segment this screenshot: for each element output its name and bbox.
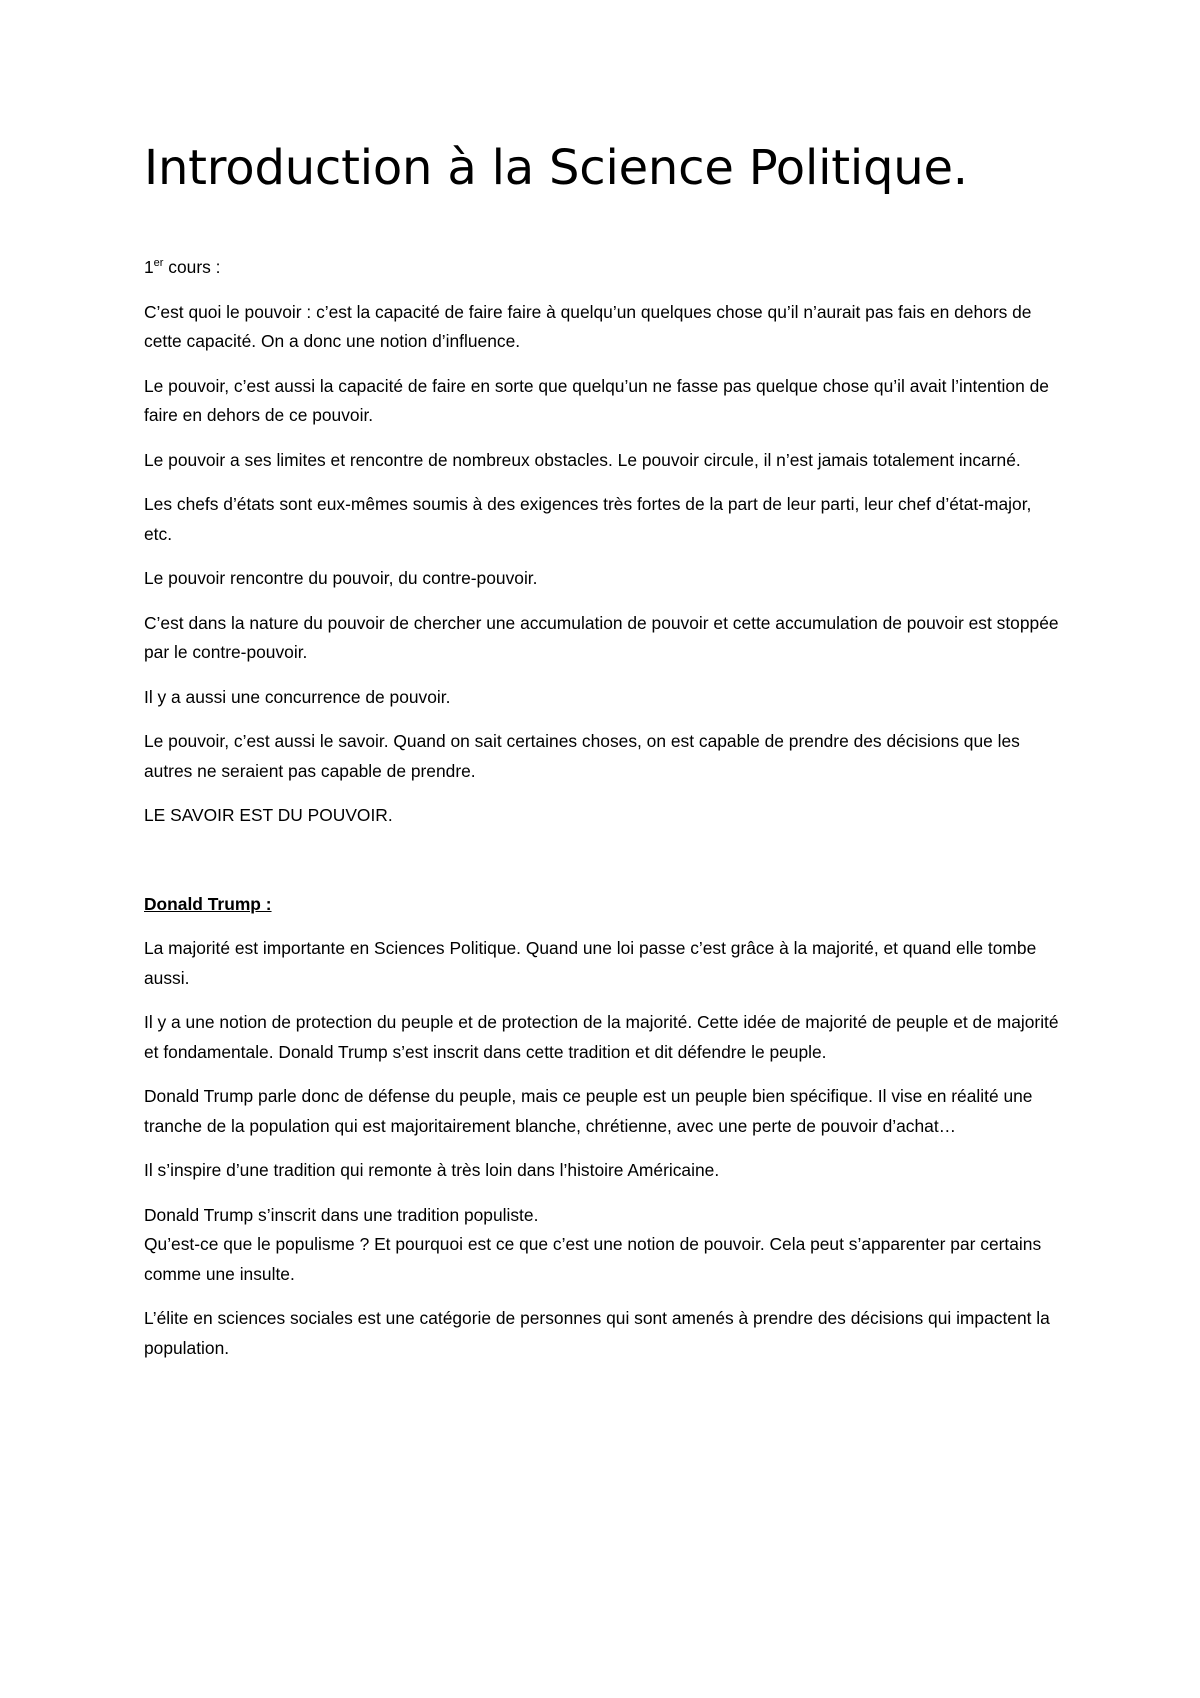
paragraph-power-competition: Il y a aussi une concurrence de pouvoir. — [144, 686, 451, 707]
paragraph-protection-people: Il y a une notion de protection du peuple et de protection de la majorité. Cette idée de majorité de peuple et de majorité et fondamentale. Donald Trump s’est inscrit dans cette tradition et dit défendre le peuple. — [144, 1012, 1059, 1062]
document-title: Introduction à la Science Politique. — [144, 140, 968, 196]
course-label-superscript: er — [153, 257, 164, 270]
course-label-text: cours : — [163, 257, 221, 277]
section-spacer — [144, 846, 1064, 890]
paragraph-power-accumulation: C’est dans la nature du pouvoir de chercher une accumulation de pouvoir et cette accumulation de pouvoir est stoppée par le contre-pouvoir. — [144, 612, 1059, 662]
paragraph-power-limits: Le pouvoir a ses limites et rencontre de nombreux obstacles. Le pouvoir circule, il n’est jamais totalement incarné. — [144, 449, 1021, 470]
paragraph-heads-of-state: Les chefs d’états sont eux-mêmes soumis à des exigences très fortes de la part de leur parti, leur chef d’état-major, etc. — [144, 494, 1032, 544]
paragraph-power-definition: C’est quoi le pouvoir : c’est la capacité de faire faire à quelqu’un quelques chose qu’il n’aurait pas fais en dehors de cette capacité. On a donc une notion d’influence. — [144, 301, 1032, 351]
paragraph-power-knowledge: Le pouvoir, c’est aussi le savoir. Quand on sait certaines choses, on est capable de prendre des décisions que les autres ne seraient pas capable de prendre. — [144, 731, 1020, 781]
paragraph-specific-people: Donald Trump parle donc de défense du peuple, mais ce peuple est un peuple bien spécifique. Il vise en réalité une tranche de la population qui est majoritairement blanche, chrétienne, avec une perte de pouvoir d’achat… — [144, 1086, 1033, 1136]
paragraph-knowledge-is-power: LE SAVOIR EST DU POUVOIR. — [144, 805, 393, 825]
paragraph-elite: L’élite en sciences sociales est une catégorie de personnes qui sont amenés à prendre des décisions qui impactent la population. — [144, 1308, 1050, 1358]
paragraph-counter-power: Le pouvoir rencontre du pouvoir, du contre-pouvoir. — [144, 568, 538, 588]
course-label — [144, 253, 1064, 283]
document-body — [144, 253, 1064, 1363]
paragraph-majority: La majorité est importante en Sciences Politique. Quand une loi passe c’est grâce à la majorité, et quand elle tombe aussi. — [144, 938, 1037, 988]
paragraph-american-tradition: Il s’inspire d’une tradition qui remonte à très loin dans l’histoire Américaine. — [144, 1160, 720, 1180]
paragraph-populist-tradition: Donald Trump s’inscrit dans une tradition populiste. — [144, 1204, 539, 1225]
paragraph-power-prevent: Le pouvoir, c’est aussi la capacité de faire en sorte que quelqu’un ne fasse pas quelque chose qu’il avait l’intention de faire en dehors de ce pouvoir. — [144, 375, 1049, 425]
document-content — [144, 138, 1064, 1378]
paragraph-populism-question: Qu’est-ce que le populisme ? Et pourquoi est ce que c’est une notion de pouvoir. Cela peut s’apparenter par certains comme une insulte. — [144, 1234, 1042, 1284]
course-label-number: 1 — [144, 257, 154, 277]
section-heading-donald-trump: Donald Trump : — [144, 893, 272, 914]
